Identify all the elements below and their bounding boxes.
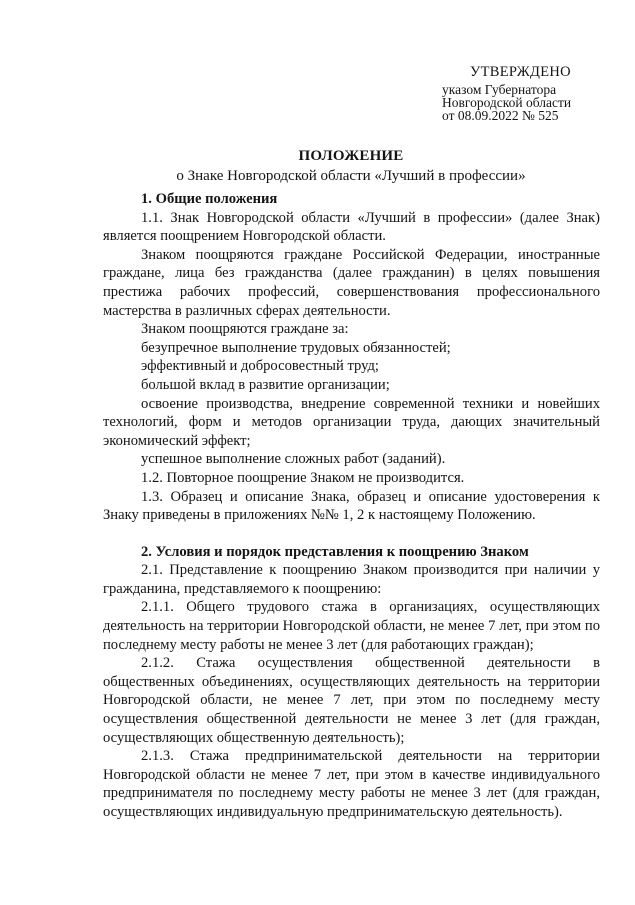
list-item: большой вклад в развитие организации; <box>141 376 390 393</box>
section-heading-2: 2. Условия и порядок представления к поощрению Знаком <box>141 543 529 560</box>
list-item: эффективный и добросовестный труд; <box>141 358 379 375</box>
paragraph: 2.1.1. Общего трудового стажа в организациях, осуществляющих деятельность на территории Новгородской области, не менее 7 лет, при этом по последнему месту работы не менее 3 лет (для работающих граждан); <box>103 599 600 653</box>
approval-label: УТВЕРЖДЕНО <box>470 64 571 80</box>
section-heading-1: 1. Общие положения <box>141 191 278 207</box>
document-subtitle: о Знаке Новгородской области «Лучший в профессии» <box>176 168 526 184</box>
paragraph: 1.3. Образец и описание Знака, образец и описание удостоверения к Знаку приведены в приложениях №№ 1, 2 к настоящему Положению. <box>103 488 600 524</box>
approval-line-3: от 08.09.2022 № 525 <box>442 108 559 123</box>
document-title: ПОЛОЖЕНИЕ <box>298 148 404 164</box>
approval-line-2: Новгородской области <box>442 95 572 110</box>
approval-stamp <box>442 66 612 122</box>
paragraph: 2.1. Представление к поощрению Знаком производится при наличии у гражданина, представляемого к поощрению: <box>103 562 600 597</box>
list-item: успешное выполнение сложных работ (заданий). <box>141 451 446 468</box>
paragraph: 1.2. Повторное поощрение Знаком не производится. <box>141 469 465 486</box>
paragraph: 2.1.2. Стажа осуществления общественной деятельности в общественных объединениях, осуществляющих деятельность на территории Новгородской области, не менее 7 лет, при этом по последнему месту осуществления общественной деятельности не менее 3 лет (для граждан, осуществляющих общественную деятельность); <box>103 655 600 746</box>
paragraph: 1.1. Знак Новгородской области «Лучший в профессии» (далее Знак) является поощрением Новгородской области. <box>103 209 600 245</box>
list-item: безупречное выполнение трудовых обязанностей; <box>141 339 451 356</box>
paragraph: Знаком поощряются граждане за: <box>141 321 349 338</box>
document-body <box>103 190 600 822</box>
paragraph: 2.1.3. Стажа предпринимательской деятельности на территории Новгородской области не менее 7 лет, при этом в качестве индивидуального предпринимателя по последнему месту работы не менее 3 лет (для граждан, осуществляющих индивидуальную предпринимательскую деятельность). <box>103 748 600 820</box>
list-item: освоение производства, внедрение современной техники и новейших технологий, форм и методов организации труда, дающих значительный экономический эффект; <box>103 395 600 449</box>
approval-line-1: указом Губернатора <box>442 82 557 97</box>
paragraph: Знаком поощряются граждане Российской Федерации, иностранные граждане, лица без гражданства (далее гражданин) в целях повышения престижа рабочих профессий, совершенствования профессионального мастерства в различных сферах деятельности. <box>103 246 600 319</box>
